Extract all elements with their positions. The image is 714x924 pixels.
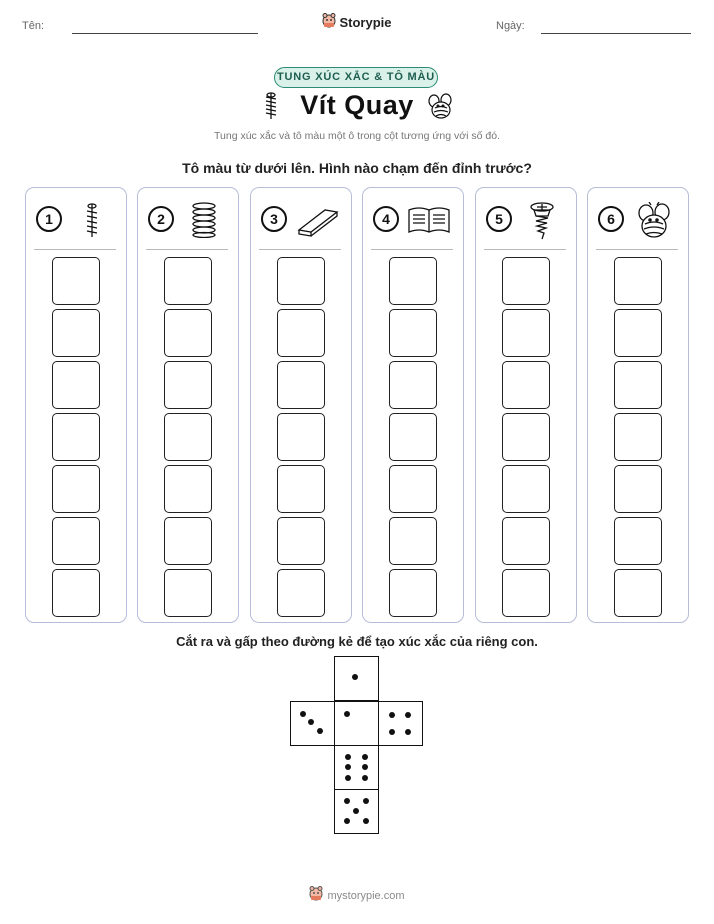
color-box[interactable]: [502, 309, 550, 357]
footer-url[interactable]: mystorypie.com: [327, 889, 405, 902]
color-box[interactable]: [277, 309, 325, 357]
dice-pip: [308, 719, 314, 725]
color-box[interactable]: [389, 569, 437, 617]
column-number: 4: [373, 206, 399, 232]
color-box[interactable]: [52, 257, 100, 305]
column-number: 5: [486, 206, 512, 232]
color-box[interactable]: [502, 413, 550, 461]
date-line[interactable]: [541, 33, 691, 34]
color-box[interactable]: [389, 309, 437, 357]
dice-pip: [344, 798, 350, 804]
color-box[interactable]: [52, 465, 100, 513]
column-header: [598, 202, 678, 240]
dice-pip: [363, 798, 369, 804]
color-box[interactable]: [502, 465, 550, 513]
color-box[interactable]: [52, 413, 100, 461]
dice-pip: [317, 728, 323, 734]
color-box[interactable]: [164, 569, 212, 617]
eraser-icon: [295, 202, 339, 238]
column-divider: [259, 249, 341, 250]
dice-pip: [300, 711, 306, 717]
dice-face-bottom: [334, 789, 379, 834]
color-box[interactable]: [52, 569, 100, 617]
column-3: [250, 187, 352, 623]
color-box[interactable]: [52, 361, 100, 409]
color-box[interactable]: [164, 361, 212, 409]
color-box[interactable]: [502, 517, 550, 565]
storypie-logo-icon: [309, 885, 323, 906]
column-4: [362, 187, 464, 623]
color-box[interactable]: [389, 361, 437, 409]
column-divider: [484, 249, 566, 250]
bee-icon: [426, 92, 456, 125]
column-2: [137, 187, 239, 623]
color-box[interactable]: [502, 361, 550, 409]
color-box[interactable]: [164, 465, 212, 513]
spring-coil-icon: [182, 202, 226, 238]
dice-pip: [353, 808, 359, 814]
dice-face-left: [290, 701, 335, 746]
dice-pip: [344, 818, 350, 824]
color-box[interactable]: [277, 465, 325, 513]
column-header: [36, 202, 116, 240]
column-divider: [596, 249, 678, 250]
color-box[interactable]: [389, 257, 437, 305]
color-box[interactable]: [52, 309, 100, 357]
column-6: [587, 187, 689, 623]
dice-pip: [345, 775, 351, 781]
dice-pip: [362, 764, 368, 770]
color-box[interactable]: [502, 257, 550, 305]
color-box[interactable]: [614, 257, 662, 305]
dice-face-top: [334, 656, 379, 701]
column-number: 1: [36, 206, 62, 232]
color-box[interactable]: [277, 257, 325, 305]
column-number: 6: [598, 206, 624, 232]
page-title: Vít Quay: [300, 90, 414, 120]
activity-badge: TUNG XÚC XẮC & TÔ MÀU: [274, 67, 438, 88]
dice-face-center: [334, 701, 379, 746]
color-box[interactable]: [164, 309, 212, 357]
dice-pip: [405, 712, 411, 718]
dice-pip: [389, 729, 395, 735]
color-box[interactable]: [277, 517, 325, 565]
column-header: [486, 202, 566, 240]
column-header: [373, 202, 453, 240]
name-label: Tên:: [22, 20, 45, 32]
color-box[interactable]: [614, 517, 662, 565]
bee-icon: [632, 202, 676, 238]
name-line[interactable]: [72, 33, 258, 34]
column-header: [261, 202, 341, 240]
screw-spiral-icon: [70, 202, 114, 238]
brand-name: Storypie: [339, 15, 392, 30]
color-box[interactable]: [389, 413, 437, 461]
color-box[interactable]: [614, 309, 662, 357]
date-label: Ngày:: [496, 20, 525, 32]
column-header: [148, 202, 228, 240]
color-box[interactable]: [164, 413, 212, 461]
dice-pip: [345, 754, 351, 760]
dice-pip: [344, 711, 350, 717]
color-box[interactable]: [277, 413, 325, 461]
column-number: 2: [148, 206, 174, 232]
dice-pip: [352, 674, 358, 680]
column-1: [25, 187, 127, 623]
subtitle: Tung xúc xắc và tô màu một ô trong cột tương ứng với số đó.: [214, 130, 500, 142]
column-divider: [371, 249, 453, 250]
brand-header: [0, 12, 714, 33]
color-box[interactable]: [614, 413, 662, 461]
color-box[interactable]: [389, 517, 437, 565]
color-box[interactable]: [277, 361, 325, 409]
color-box[interactable]: [164, 257, 212, 305]
color-box[interactable]: [614, 465, 662, 513]
screw-icon: [520, 202, 564, 238]
dice-face-lower: [334, 745, 379, 790]
instruction: Tô màu từ dưới lên. Hình nào chạm đến đỉnh trước?: [182, 160, 532, 176]
footer: [0, 885, 714, 906]
color-box[interactable]: [614, 569, 662, 617]
cut-instruction: Cắt ra và gấp theo đường kẻ để tạo xúc xắc của riêng con.: [176, 634, 538, 649]
color-box[interactable]: [502, 569, 550, 617]
dice-pip: [405, 729, 411, 735]
column-divider: [146, 249, 228, 250]
color-box[interactable]: [52, 517, 100, 565]
color-box[interactable]: [614, 361, 662, 409]
color-box[interactable]: [277, 569, 325, 617]
column-5: [475, 187, 577, 623]
dice-pip: [362, 775, 368, 781]
dice-pip: [363, 818, 369, 824]
color-box[interactable]: [164, 517, 212, 565]
dice-pip: [345, 764, 351, 770]
dice-pip: [362, 754, 368, 760]
open-book-icon: [407, 202, 451, 238]
storypie-logo-icon: [322, 12, 336, 33]
dice-face-right: [378, 701, 423, 746]
column-number: 3: [261, 206, 287, 232]
dice-pip: [389, 712, 395, 718]
column-divider: [34, 249, 116, 250]
color-box[interactable]: [389, 465, 437, 513]
